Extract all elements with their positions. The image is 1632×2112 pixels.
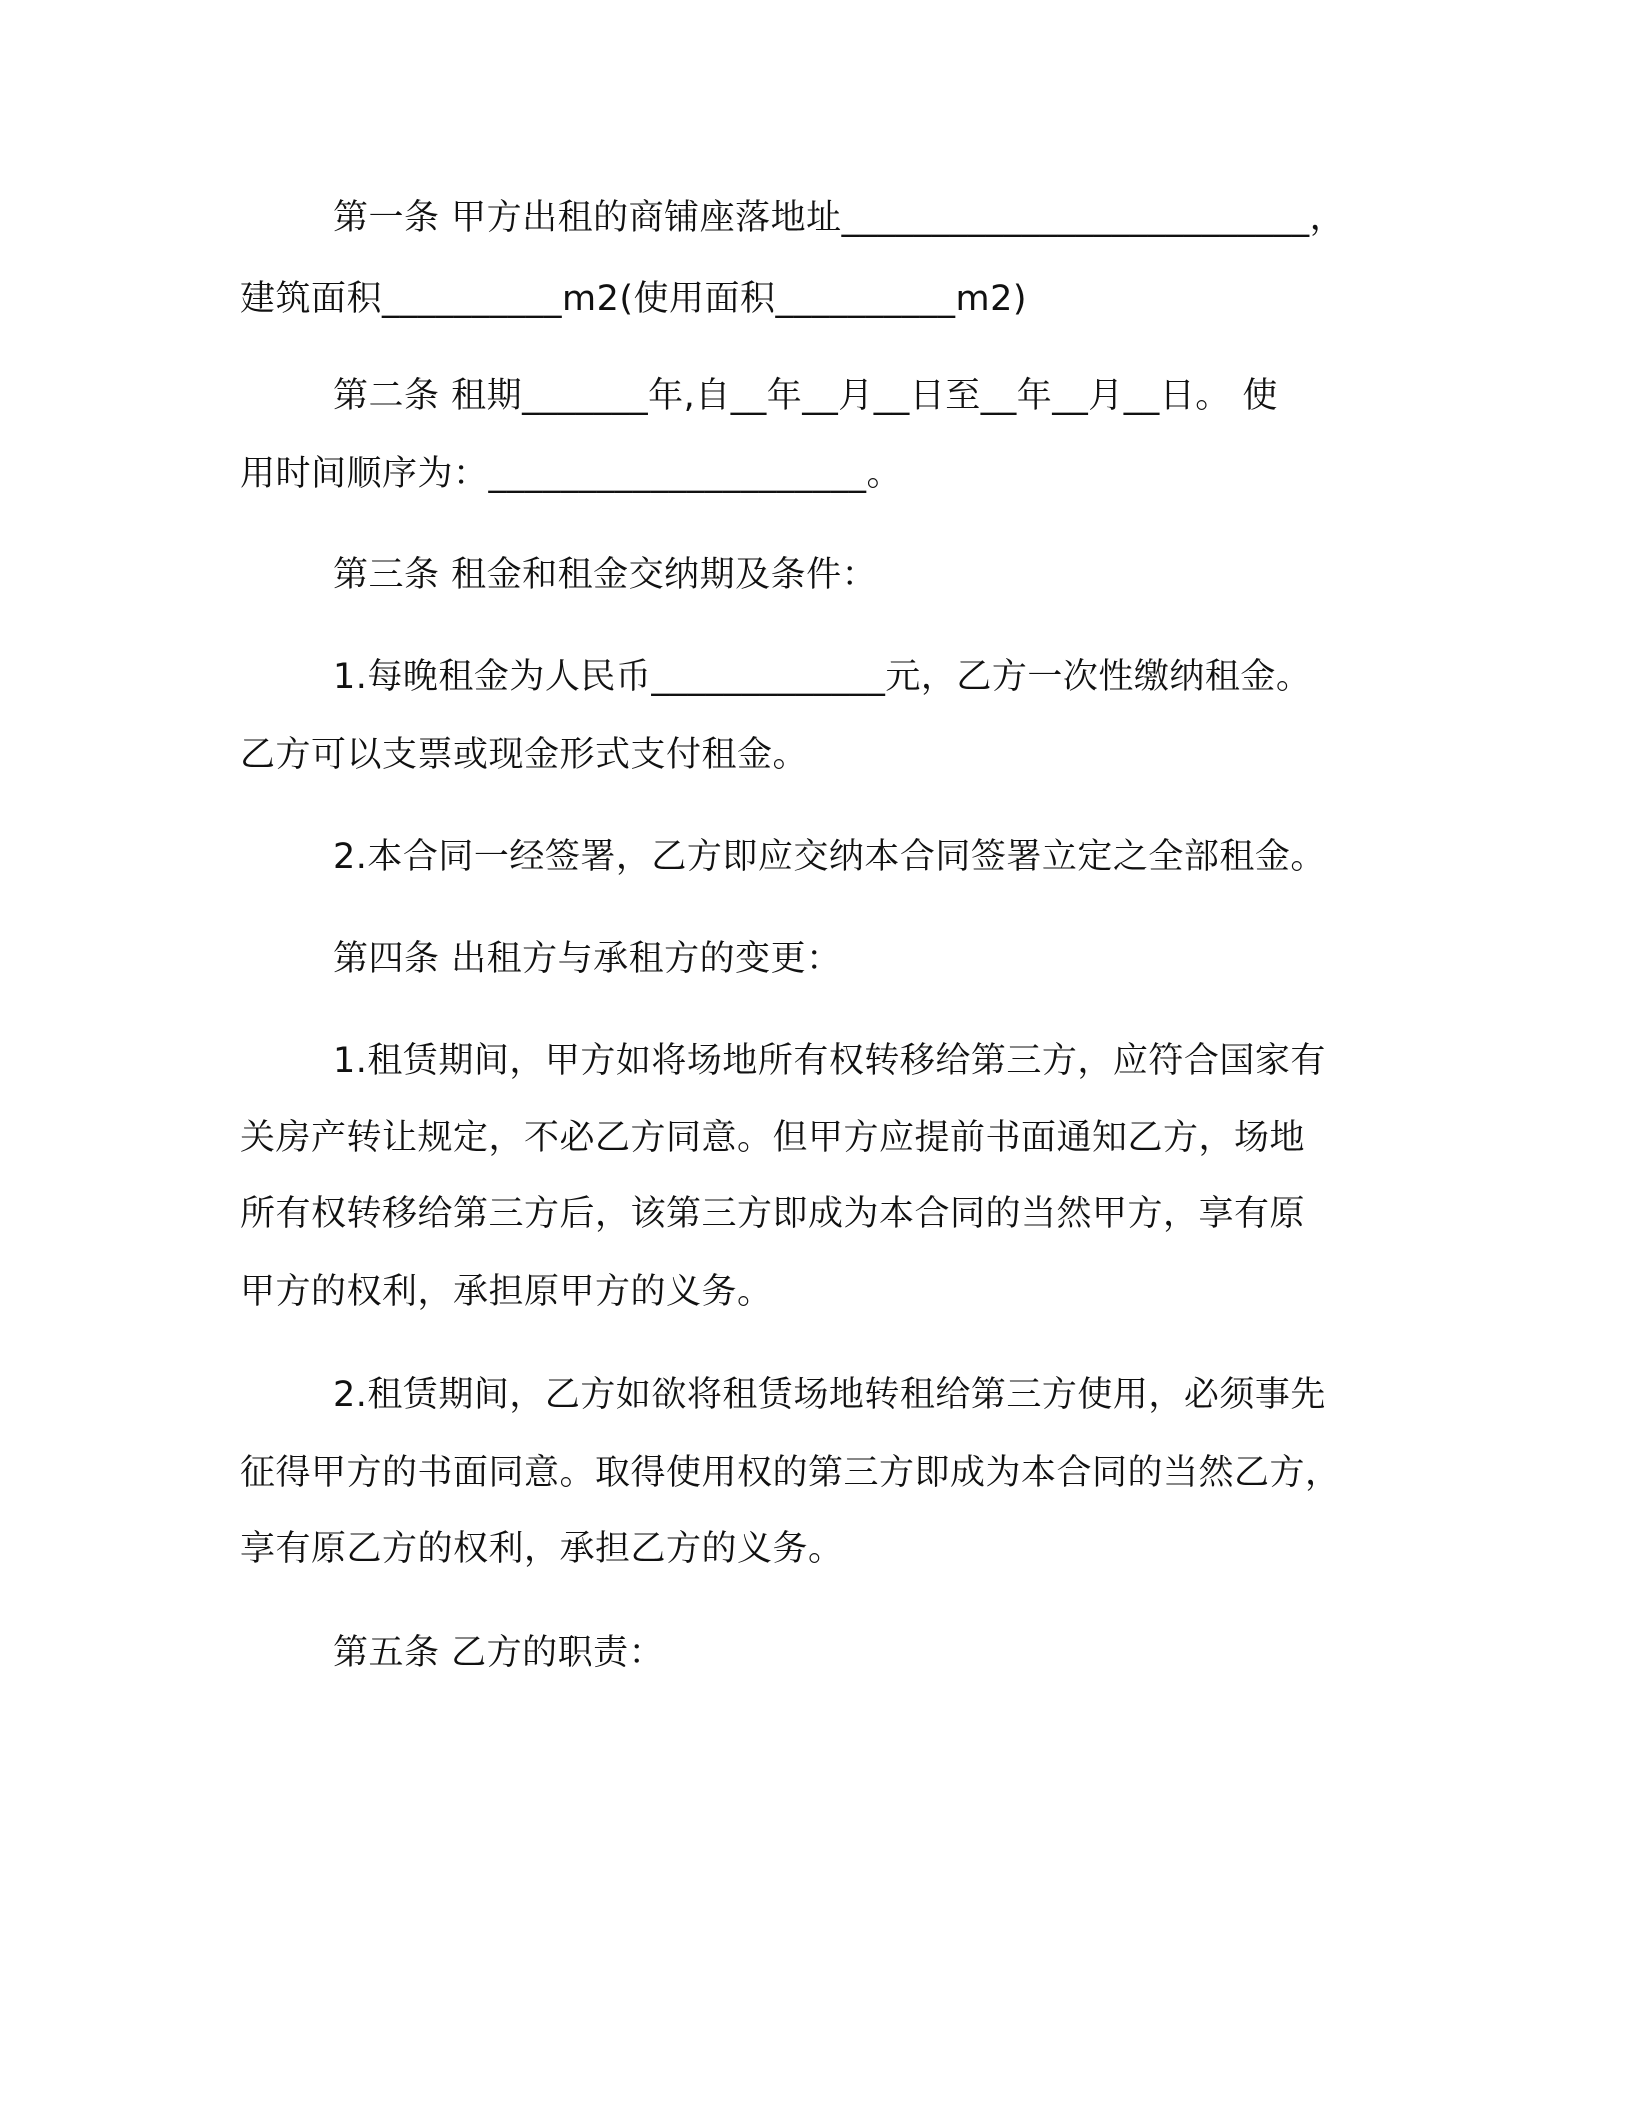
article-3-item-1-line-1: 1.每晚租金为人民币_____________元，乙方一次性缴纳租金。 bbox=[333, 657, 1312, 697]
article-5-heading: 第五条 乙方的职责： bbox=[333, 1633, 665, 1673]
article-4-item-2-line-3: 享有原乙方的权利，承担乙方的义务。 bbox=[240, 1529, 844, 1569]
article-3-heading: 第三条 租金和租金交纳期及条件： bbox=[333, 555, 878, 595]
article-2-line-1: 第二条 租期_______年,自__年__月__日至__年__月__日。 使 bbox=[333, 376, 1278, 416]
article-4-item-1-line-4: 甲方的权利，承担原甲方的义务。 bbox=[240, 1272, 773, 1312]
article-1-line-1: 第一条 甲方出租的商铺座落地址__________________________， bbox=[333, 198, 1346, 238]
article-4-item-1-line-1: 1.租赁期间，甲方如将场地所有权转移给第三方，应符合国家有 bbox=[333, 1041, 1326, 1081]
article-4-item-2-line-1: 2.租赁期间，乙方如欲将租赁场地转租给第三方使用，必须事先 bbox=[333, 1375, 1326, 1415]
article-2-line-2: 用时间顺序为：_____________________。 bbox=[240, 454, 903, 494]
article-4-item-1-line-3: 所有权转移给第三方后，该第三方即成为本合同的当然甲方，享有原 bbox=[240, 1194, 1306, 1234]
article-1-line-2: 建筑面积__________m2(使用面积__________m2) bbox=[240, 279, 1028, 319]
article-4-item-1-line-2: 关房产转让规定，不必乙方同意。但甲方应提前书面通知乙方，场地 bbox=[240, 1118, 1306, 1158]
article-3-item-1-line-2: 乙方可以支票或现金形式支付租金。 bbox=[240, 735, 809, 775]
article-4-heading: 第四条 出租方与承租方的变更： bbox=[333, 939, 842, 979]
article-3-item-2: 2.本合同一经签署，乙方即应交纳本合同签署立定之全部租金。 bbox=[333, 837, 1326, 877]
article-4-item-2-line-2: 征得甲方的书面同意。取得使用权的第三方即成为本合同的当然乙方， bbox=[240, 1453, 1341, 1493]
